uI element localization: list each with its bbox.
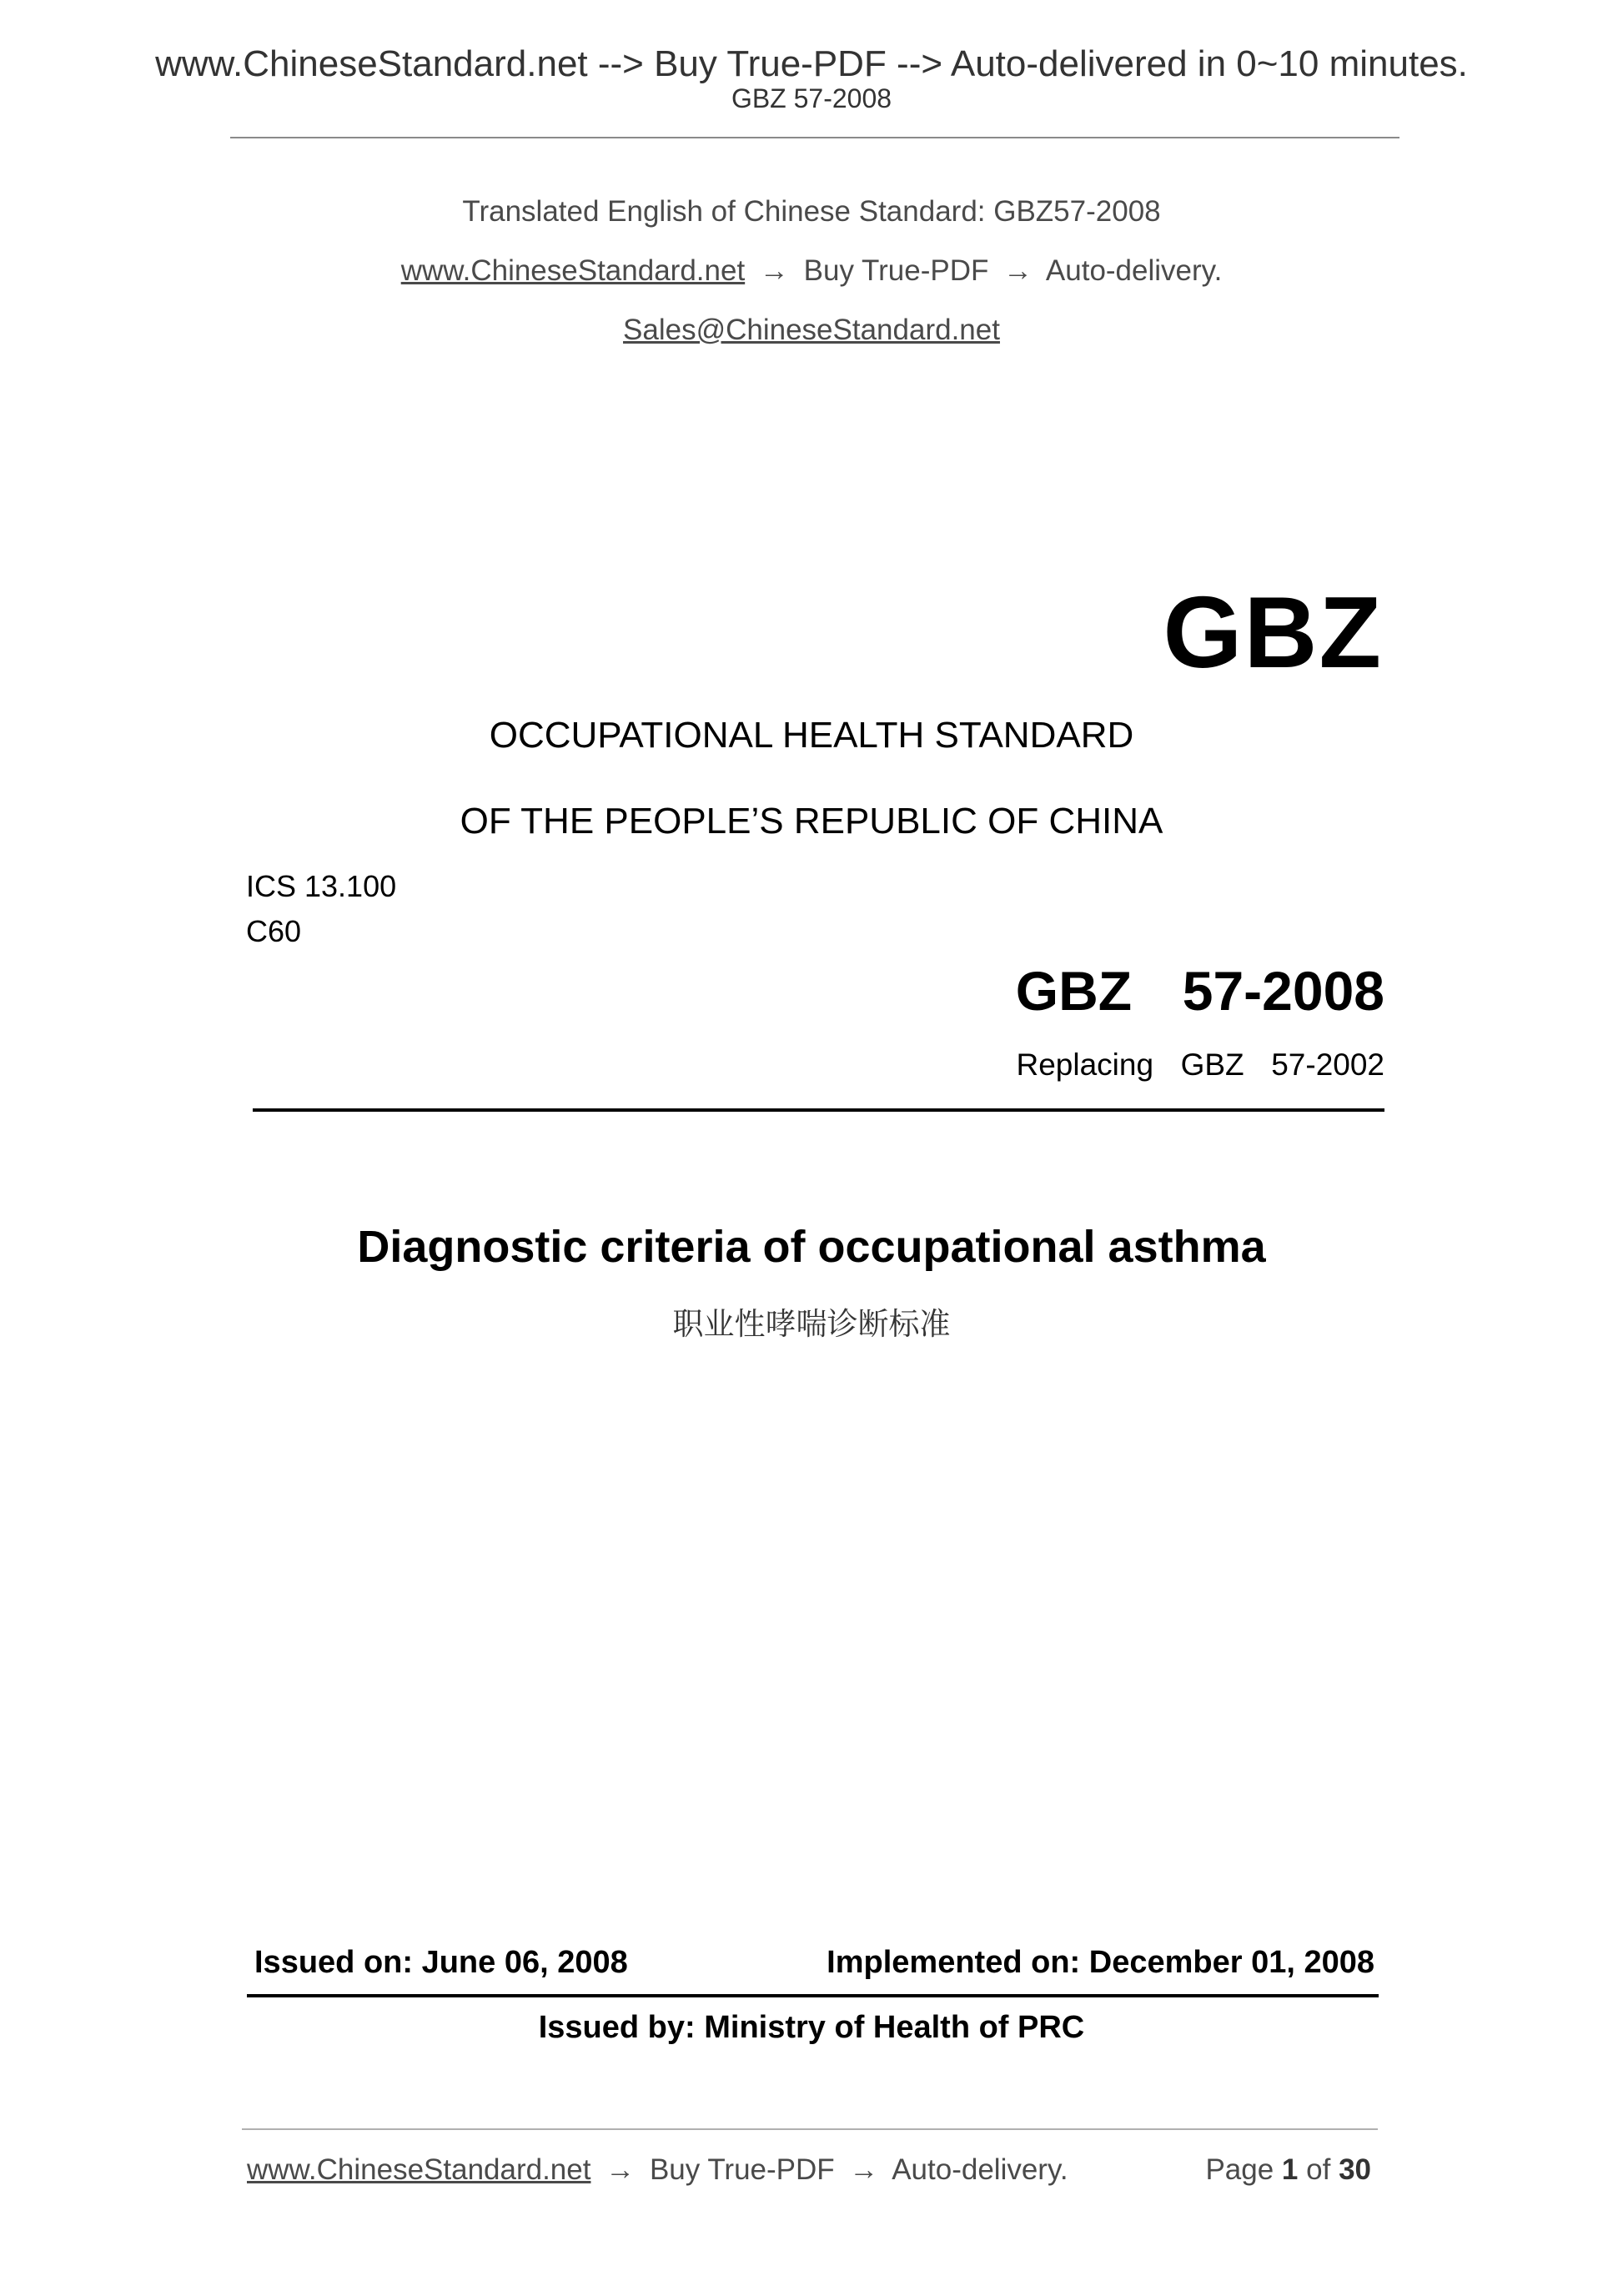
title-english: Diagnostic criteria of occupational asthma xyxy=(357,1222,1266,1272)
page-number: 1 xyxy=(1281,2153,1299,2186)
title-chinese: 职业性哮喘诊断标准 xyxy=(672,1306,951,1342)
page-indicator xyxy=(1205,2153,1371,2187)
footer-divider xyxy=(242,2128,1378,2130)
page-total: 30 xyxy=(1339,2153,1371,2186)
standard-type-line-1: OCCUPATIONAL HEALTH STANDARD xyxy=(489,715,1134,756)
footer-delivery-text: Auto-delivery. xyxy=(892,2153,1068,2186)
issued-on: Issued on: June 06, 2008 xyxy=(254,1945,628,1980)
standard-type-line-2: OF THE PEOPLE’S REPUBLIC OF CHINA xyxy=(460,801,1163,842)
translated-line: Translated English of Chinese Standard: GBZ57-2008 xyxy=(462,195,1161,228)
page-label: Page xyxy=(1205,2153,1274,2186)
buy-text: Buy True-PDF xyxy=(803,254,989,287)
arrow-right-icon: → xyxy=(1003,254,1033,287)
top-banner: www.ChineseStandard.net --> Buy True-PDF --> Auto-delivered in 0~10 minutes. xyxy=(155,43,1468,84)
email-link[interactable]: Sales@ChineseStandard.net xyxy=(623,314,1000,346)
implemented-on: Implemented on: December 01, 2008 xyxy=(827,1945,1374,1980)
issued-by: Issued by: Ministry of Health of PRC xyxy=(538,2010,1085,2045)
site-link[interactable]: www.ChineseStandard.net xyxy=(400,254,746,287)
promo-buy-line xyxy=(0,254,1623,288)
arrow-right-icon: → xyxy=(849,2153,879,2186)
arrow-right-icon: → xyxy=(759,254,789,287)
footer-site-link[interactable]: www.ChineseStandard.net xyxy=(247,2153,591,2186)
issue-divider xyxy=(247,1994,1379,1997)
ics-code: ICS 13.100 xyxy=(246,869,397,903)
footer-buy-text: Buy True-PDF xyxy=(649,2153,835,2186)
arrow-right-icon: → xyxy=(605,2153,636,2186)
header-divider xyxy=(230,137,1399,138)
header-doc-code: GBZ 57-2008 xyxy=(731,83,892,113)
delivery-text: Auto-delivery. xyxy=(1045,254,1223,287)
of-label: of xyxy=(1306,2153,1331,2186)
email-line xyxy=(0,314,1623,347)
replacing-note: Replacing GBZ 57-2002 xyxy=(1016,1048,1384,1082)
series-mark: GBZ xyxy=(1163,575,1383,689)
ccs-code: C60 xyxy=(246,914,302,948)
cover-divider xyxy=(253,1108,1384,1112)
standard-number: GBZ 57-2008 xyxy=(1015,960,1384,1022)
footer-promo xyxy=(247,2153,1068,2187)
